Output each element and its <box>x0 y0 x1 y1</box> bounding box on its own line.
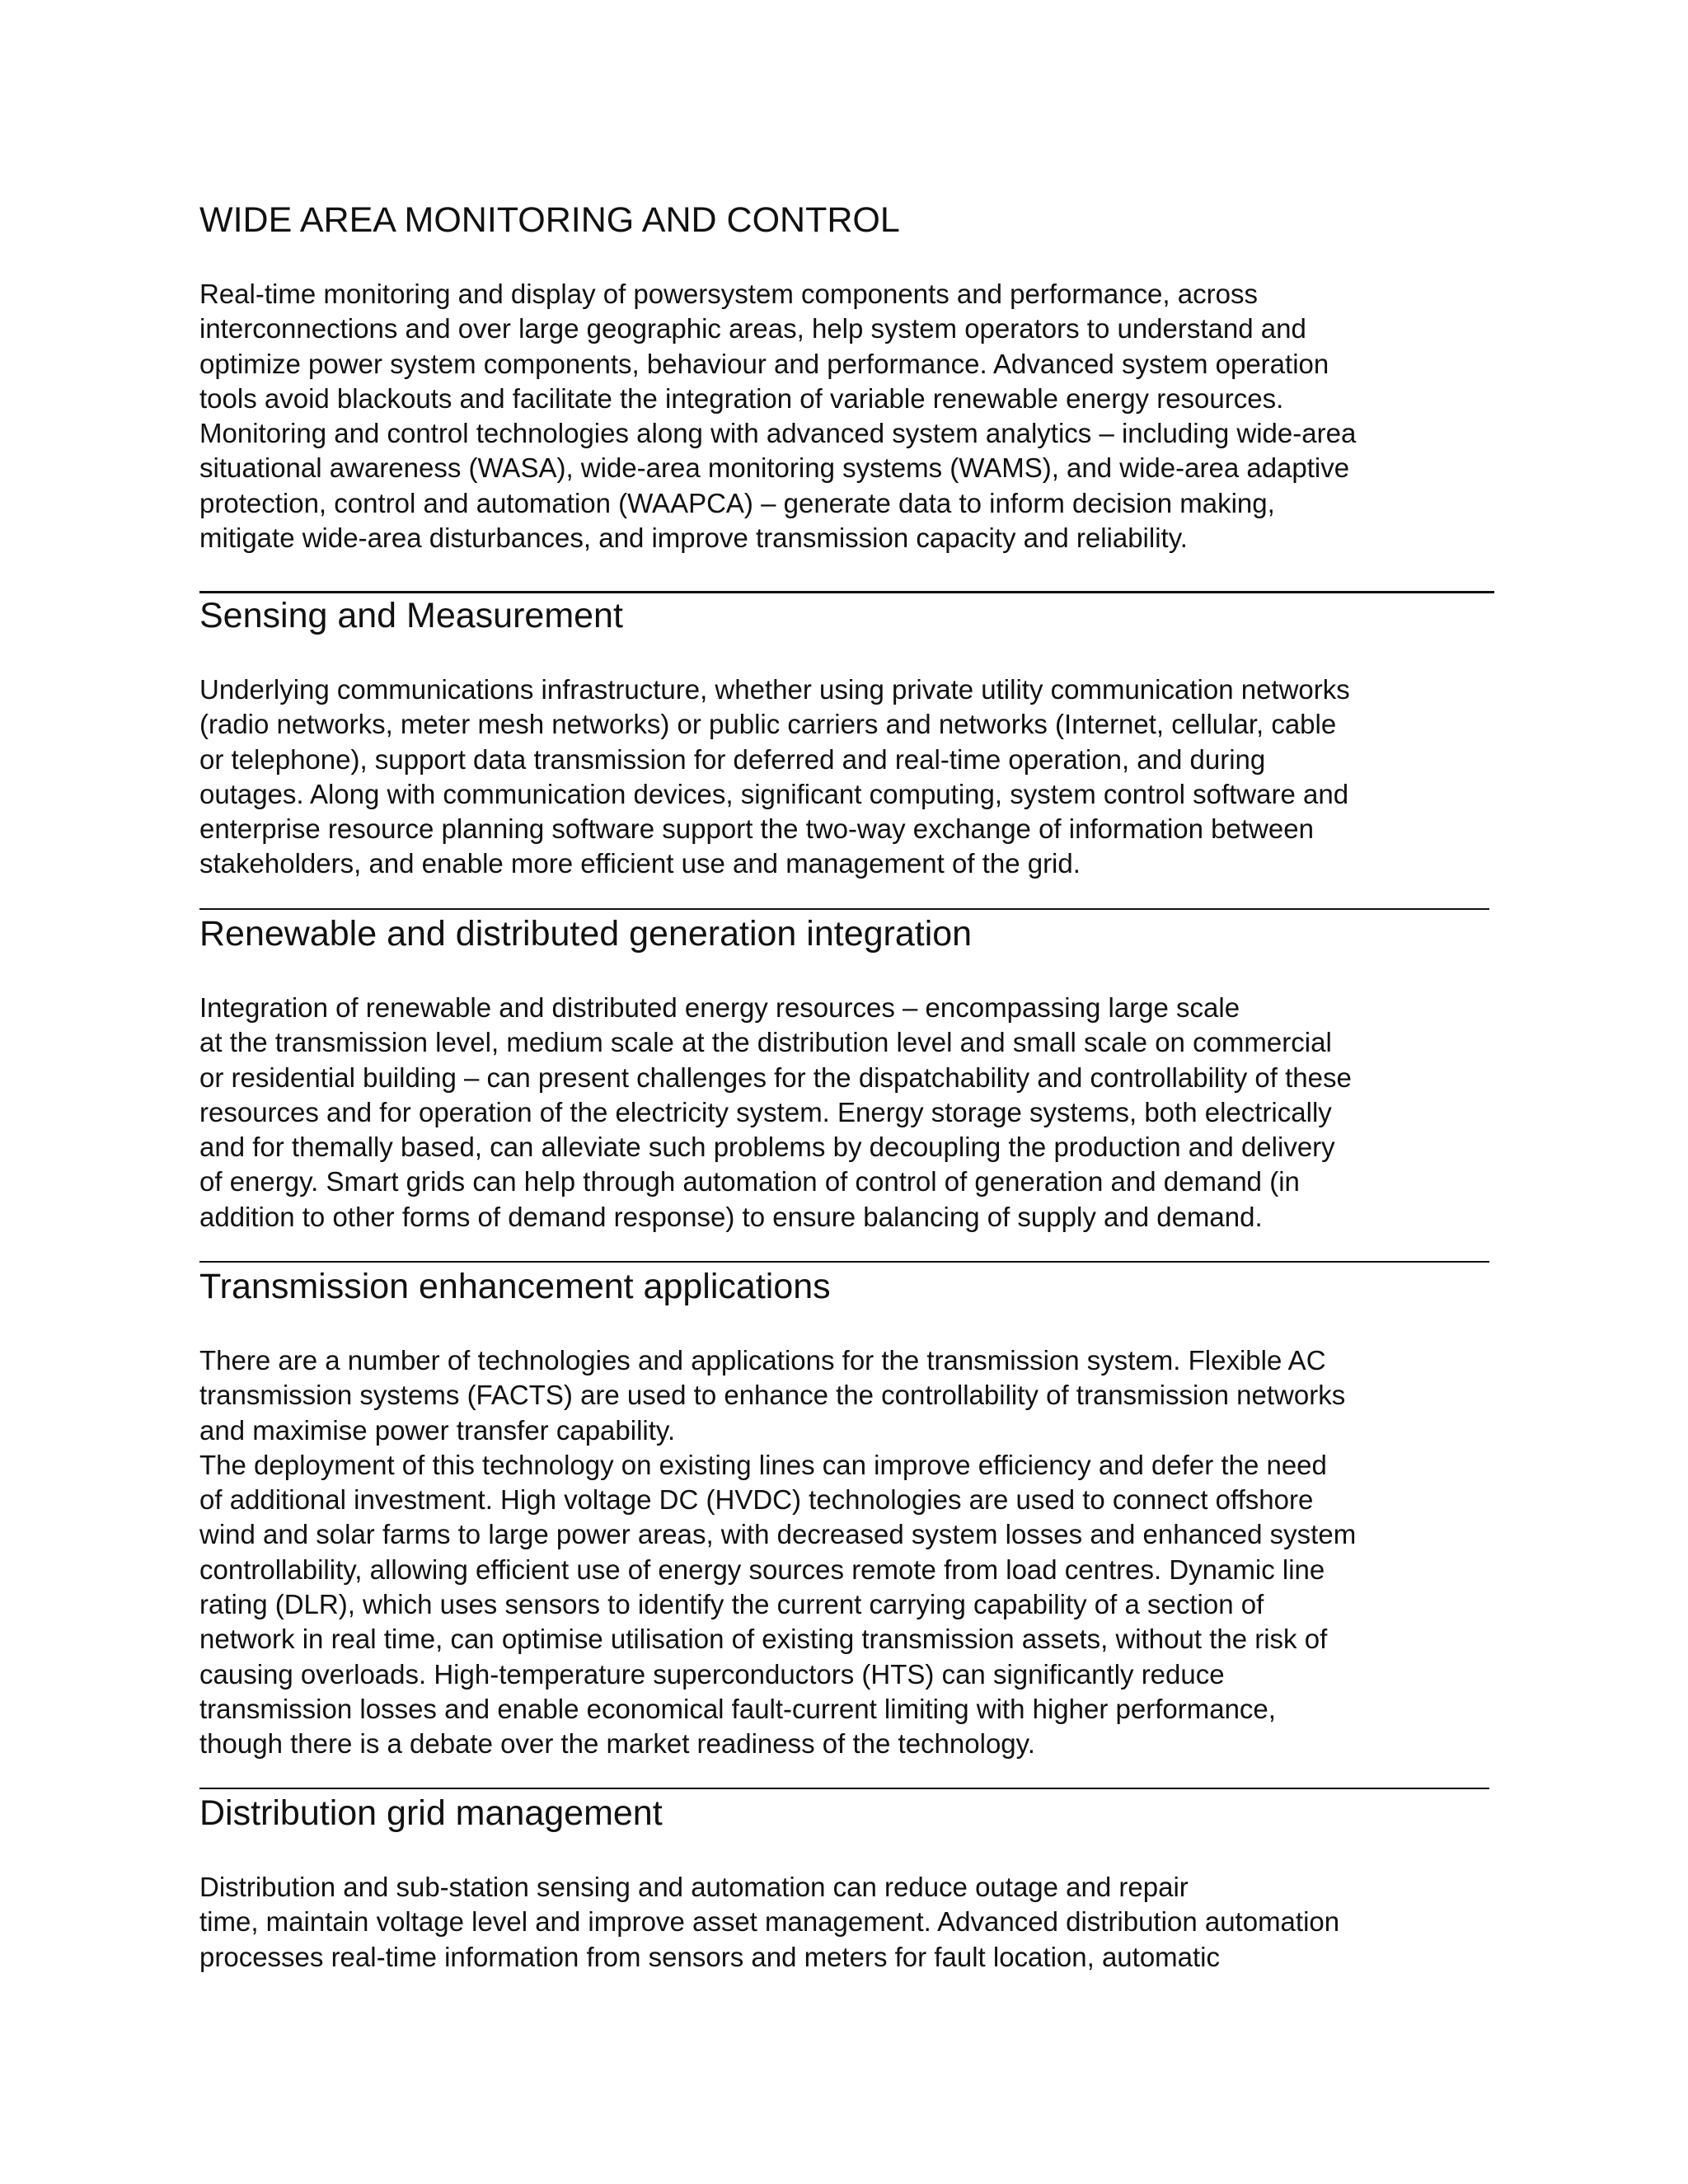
text-line: of additional investment. High voltage DC (HVDC) technologies are used to connect offshore <box>199 1484 1314 1516</box>
text-line: Monitoring and control technologies along with advanced system analytics – including wide-area <box>199 418 1357 449</box>
text-line: Integration of renewable and distributed energy resources – encompassing large scale <box>199 992 1240 1023</box>
section-body-transmission-enhancement <box>199 1343 1356 1762</box>
text-line: and for themally based, can alleviate such problems by decoupling the production and delivery <box>199 1132 1335 1163</box>
text-line: Real-time monitoring and display of powersystem components and performance, across <box>199 279 1258 309</box>
text-line: resources and for operation of the electricity system. Energy storage systems, both electrically <box>199 1096 1332 1127</box>
text-line: Distribution and sub-station sensing and automation can reduce outage and repair <box>199 1872 1189 1902</box>
section-divider <box>199 1788 1489 1789</box>
text-line: outages. Along with communication devices, significant computing, system control software and <box>199 778 1349 809</box>
text-line: controllability, allowing efficient use of energy sources remote from load centres. Dynamic line <box>199 1554 1325 1585</box>
text-line: at the transmission level, medium scale at the distribution level and small scale on commercial <box>199 1027 1332 1058</box>
section-body-wide-area-monitoring <box>199 277 1356 555</box>
text-line: of energy. Smart grids can help through automation of control of generation and demand (in <box>199 1166 1300 1197</box>
section-heading-renewable-integration: Renewable and distributed generation integration <box>199 914 973 954</box>
text-line: processes real-time information from sensors and meters for fault location, automatic <box>199 1941 1221 1972</box>
text-line: network in real time, can optimise utilisation of existing transmission assets, without the risk of <box>199 1624 1328 1655</box>
text-line: addition to other forms of demand response) to ensure balancing of supply and demand. <box>199 1201 1263 1232</box>
text-line: though there is a debate over the market readiness of the technology. <box>199 1728 1035 1760</box>
text-line: protection, control and automation (WAAPCA) – generate data to inform decision making, <box>199 487 1275 518</box>
text-line: situational awareness (WASA), wide-area monitoring systems (WAMS), and wide-area adaptive <box>199 452 1350 484</box>
text-line: optimize power system components, behaviour and performance. Advanced system operation <box>199 348 1329 379</box>
section-heading-sensing-and-measurement: Sensing and Measurement <box>199 596 623 635</box>
text-line: and maximise power transfer capability. <box>199 1414 676 1446</box>
text-line: Underlying communications infrastructure, whether using private utility communication networks <box>199 674 1350 705</box>
text-line: The deployment of this technology on existing lines can improve efficiency and defer the need <box>199 1449 1327 1480</box>
section-heading-transmission-enhancement: Transmission enhancement applications <box>199 1267 831 1306</box>
text-line: wind and solar farms to large power areas, with decreased system losses and enhanced system <box>199 1519 1357 1550</box>
text-line: time, maintain voltage level and improve asset management. Advanced distribution automation <box>199 1906 1340 1938</box>
text-line: enterprise resource planning software support the two-way exchange of information between <box>199 813 1314 845</box>
text-line: transmission systems (FACTS) are used to enhance the controllability of transmission networks <box>199 1380 1346 1411</box>
text-line: interconnections and over large geographic areas, help system operators to understand and <box>199 313 1306 344</box>
section-divider <box>199 591 1494 593</box>
text-line: There are a number of technologies and applications for the transmission system. Flexible AC <box>199 1345 1326 1376</box>
section-heading-wide-area-monitoring: WIDE AREA MONITORING AND CONTROL <box>199 200 900 240</box>
text-line: causing overloads. High-temperature superconductors (HTS) can significantly reduce <box>199 1658 1225 1690</box>
text-line: rating (DLR), which uses sensors to identify the current carrying capability of a section of <box>199 1589 1264 1620</box>
section-body-sensing-and-measurement <box>199 673 1350 882</box>
section-heading-distribution-grid: Distribution grid management <box>199 1793 663 1833</box>
section-body-renewable-integration <box>199 991 1352 1235</box>
text-line: tools avoid blackouts and facilitate the integration of variable renewable energy resources. <box>199 382 1284 414</box>
text-line: transmission losses and enable economical fault-current limiting with higher performance, <box>199 1693 1276 1724</box>
text-line: (radio networks, meter mesh networks) or public carriers and networks (Internet, cellular, cable <box>199 709 1337 740</box>
text-line: or telephone), support data transmission for deferred and real-time operation, and during <box>199 743 1266 775</box>
text-line: stakeholders, and enable more efficient use and management of the grid. <box>199 848 1081 879</box>
text-line: mitigate wide-area disturbances, and improve transmission capacity and reliability. <box>199 523 1188 554</box>
text-line: or residential building – can present challenges for the dispatchability and controllability of these <box>199 1062 1352 1093</box>
section-divider <box>199 908 1489 910</box>
section-body-distribution-grid <box>199 1870 1339 1975</box>
section-divider <box>199 1261 1489 1263</box>
